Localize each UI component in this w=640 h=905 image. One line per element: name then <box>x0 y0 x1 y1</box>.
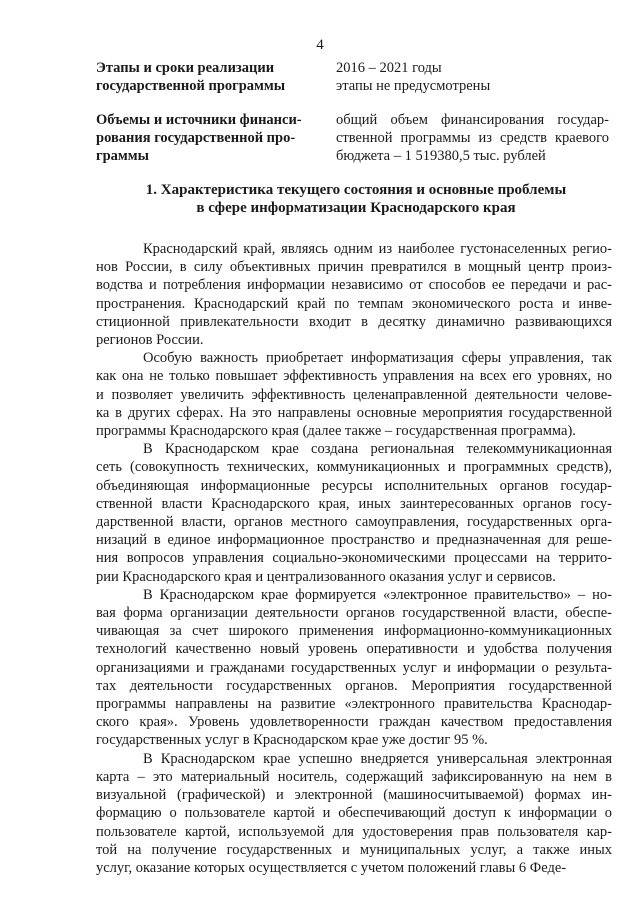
paragraph-line: ния вопросов управления социально-экономическими процессами на террито- <box>96 550 612 567</box>
meta-stages-value-line: этапы не предусмотрены <box>336 78 491 94</box>
paragraph-line: водства и потребления информации независимо от способов ее передачи и рас- <box>96 277 612 294</box>
paragraph-line: регионов России. <box>96 332 204 349</box>
section-title <box>96 181 616 217</box>
paragraph-line: программы Краснодарского края (далее также – государственная программа). <box>96 423 576 440</box>
paragraph-line: той на получение государственных и муниципальных услуг, а также иных <box>96 841 612 858</box>
paragraph-line: организациями и гражданами государственных услуг и информации о результа- <box>96 659 612 676</box>
section-title-line: в сфере информатизации Краснодарского края <box>196 200 516 216</box>
paragraph-line: Особую важность приобретает информатизация сферы управления, так <box>143 350 612 367</box>
paragraph-line: дарственной власти, органов местного самоуправления, государственных орга- <box>96 514 612 531</box>
paragraph <box>96 750 612 877</box>
meta-funding-value-line: ственной программы из средств краевого <box>336 130 609 146</box>
paragraph <box>96 349 612 440</box>
paragraph-line: рии Краснодарского края и централизованного оказания услуг и сервисов. <box>96 568 556 585</box>
paragraph-line: визуальной (графической) и электронной (машиносчитываемой) формах ин- <box>96 787 612 804</box>
paragraph-line: услуг, оказание которых осуществляется с учетом положений главы 6 Феде- <box>96 859 567 876</box>
body-text <box>96 240 612 877</box>
meta-funding-value <box>336 111 609 165</box>
paragraph-line: В Краснодарском крае формируется «электронное правительство» – но- <box>143 586 612 603</box>
paragraph <box>96 586 612 750</box>
meta-stages-label-line: государственной программы <box>96 78 286 94</box>
paragraph-line: ственной власти Краснодарского края, иных заинтересованных органов госу- <box>96 495 612 512</box>
meta-funding-label-line: рования государственной про- <box>96 130 296 146</box>
meta-funding-label-line: граммы <box>96 148 149 164</box>
meta-funding <box>96 111 616 167</box>
page-number: 4 <box>316 37 324 53</box>
section-title-line: 1. Характеристика текущего состояния и основные проблемы <box>145 182 567 198</box>
paragraph-line: стиционной привлекательности входит в десятку динамично развивающихся <box>96 313 612 330</box>
paragraph-line: пространения. Краснодарский край по темпам экономического роста и инве- <box>96 295 612 312</box>
meta-stages-value-line: 2016 – 2021 годы <box>336 60 442 76</box>
paragraph-line: государственных услуг в Краснодарском крае уже достиг 95 %. <box>96 732 488 749</box>
meta-stages-value <box>336 59 609 95</box>
paragraph-line: чивающая за счет широкого применения информационно-коммуникационных <box>96 623 612 640</box>
paragraph-line: В Краснодарском крае создана региональная телекоммуникационная <box>143 441 612 458</box>
paragraph-line: сеть (совокупность технических, коммуникационных и программных средств), <box>96 459 612 476</box>
paragraph-line: карта – это материальный носитель, содержащий зафиксированную на нем в <box>96 768 612 785</box>
paragraph-line: нов России, в силу объективных причин превратился в мощный центр произ- <box>96 259 612 276</box>
paragraph-line: ка в других сферах. На это направлены основные мероприятия государственной <box>96 404 612 421</box>
paragraph-line: и позволяет увеличить эффективность целенаправленной деятельности челове- <box>96 386 612 403</box>
paragraph-line: как она не только повышает эффективность управления на всех его уровнях, но <box>96 368 612 385</box>
paragraph-line: низаций в единое информационное пространство и предназначенная для реше- <box>96 532 612 549</box>
meta-funding-value-line: бюджета – 1 519380,5 тыс. рублей <box>336 148 546 164</box>
paragraph <box>96 240 612 349</box>
paragraph-line: объединяющая информационные ресурсы исполнительных органов государ- <box>96 477 612 494</box>
paragraph-line: Краснодарский край, являясь одним из наиболее густонаселенных регио- <box>143 241 612 257</box>
paragraph-line: тах деятельности государственных органов. Мероприятия государственной <box>96 677 612 694</box>
paragraph-line: технологий качественно новый уровень оперативности и удобства получения <box>96 641 612 658</box>
paragraph <box>96 440 612 586</box>
paragraph-line: формацию о пользователе картой и обеспечивающий доступ к информации о <box>96 805 612 822</box>
paragraph-line: программы направлены на развитие «электронного правительства Краснодар- <box>96 696 612 713</box>
paragraph-line: В Краснодарском крае успешно внедряется универсальная электронная <box>143 750 612 767</box>
meta-funding-label-line: Объемы и источники финанси- <box>96 112 302 128</box>
meta-funding-label <box>96 111 311 165</box>
paragraph-line: вая форма организации деятельности органов государственной власти, обеспе- <box>96 605 612 622</box>
meta-stages <box>96 59 616 99</box>
paragraph-line: ского края». Уровень удовлетворенности граждан качеством предоставления <box>96 714 612 731</box>
meta-funding-value-line: общий объем финансирования государ- <box>336 112 609 128</box>
meta-stages-label-line: Этапы и сроки реализации <box>96 60 275 76</box>
meta-stages-label <box>96 59 311 95</box>
paragraph-line: пользователе картой, используемой для удостоверения прав пользователя кар- <box>96 823 612 840</box>
